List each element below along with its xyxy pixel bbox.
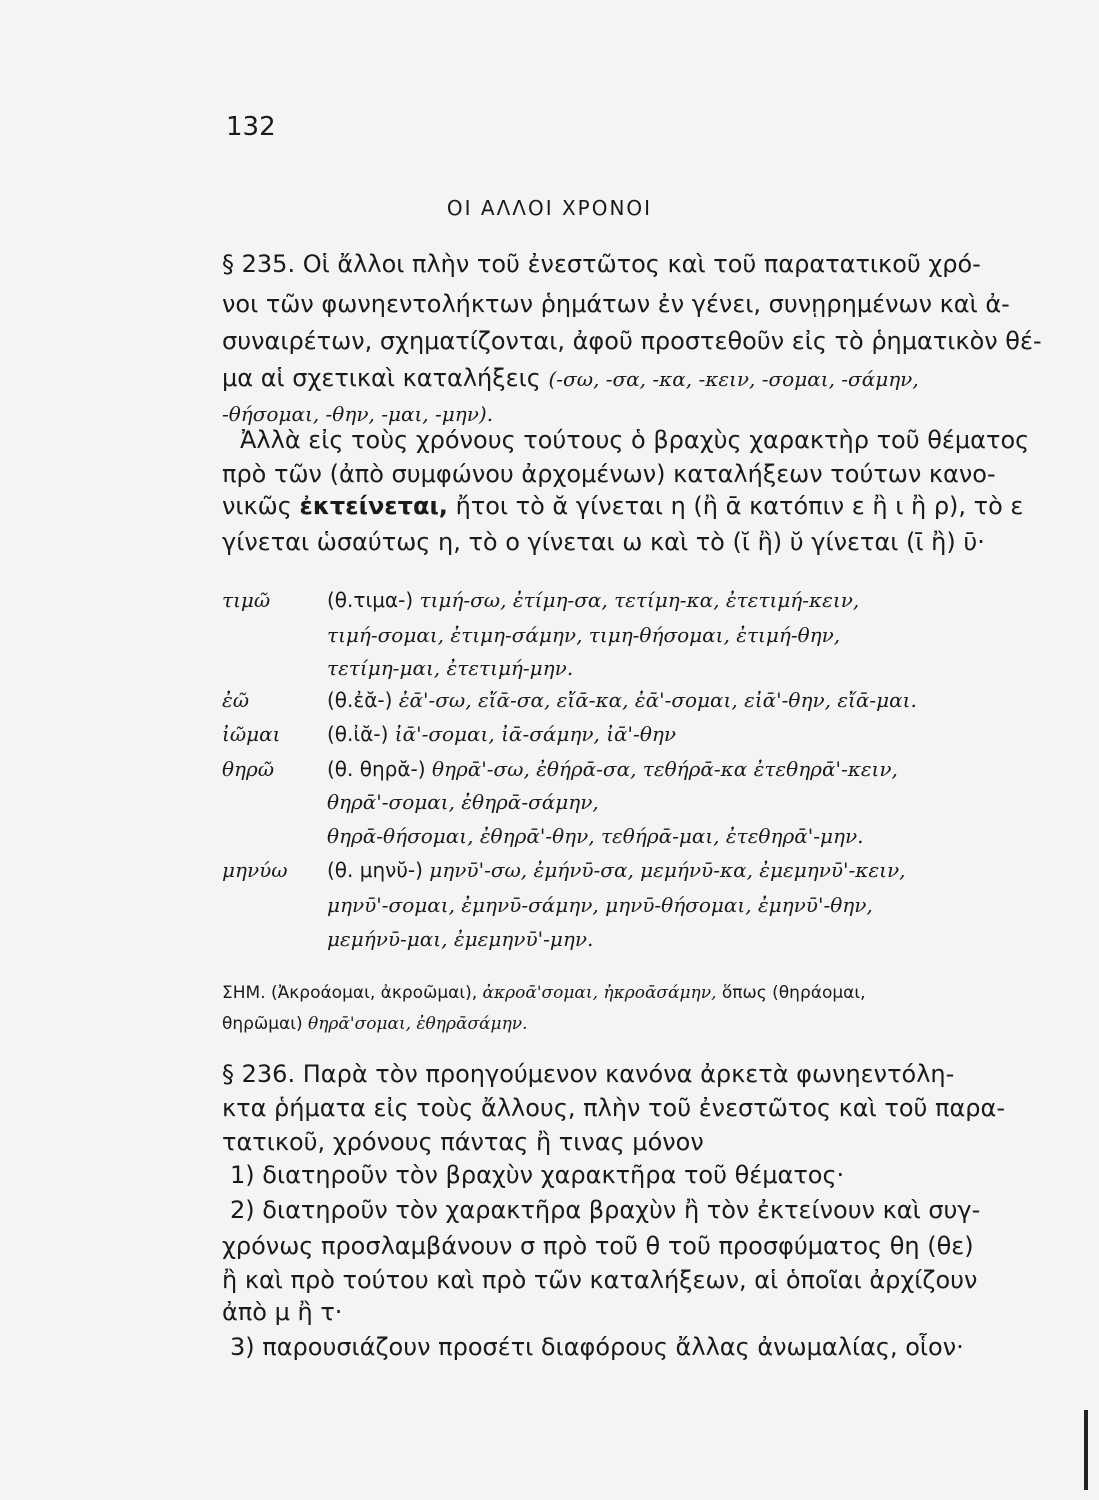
verb-forms-row: τιμή-σομαι, ἐτιμη-σάμην, τιμη-θήσομαι, ἐτιμή-θην,: [327, 623, 841, 647]
verb-forms-row: (θ.τιμα-) τιμή-σω, ἐτίμη-σα, τετίμη-κα, ἐτετιμή-κειν,: [327, 588, 860, 612]
paragraph-235-line-1: § 235. Οἱ ἄλλοι πλὴν τοῦ ἐνεστῶτος καὶ τοῦ παρατατικοῦ χρό-: [222, 250, 981, 278]
note-line-2: θηρῶμαι) θηρᾱ'σομαι, ἐθηρᾱσάμην.: [222, 1014, 528, 1034]
verb-forms-row: (θ. θηρᾰ-) θηρᾱ'-σω, ἐθήρᾱ-σα, τεθήρᾱ-κα ἐτεθηρᾱ'-κειν,: [327, 757, 898, 781]
paragraph-235-line-5: -θήσομαι, -θην, -μαι, -μην).: [222, 402, 494, 426]
verb-forms-row: (θ. μηνῠ-) μηνῡ'-σω, ἐμήνῡ-σα, μεμήνῡ-κα, ἐμεμηνῡ'-κειν,: [327, 858, 906, 882]
verb-forms-row: μεμήνῡ-μαι, ἐμεμηνῡ'-μην.: [327, 927, 594, 951]
paragraph-235-line-7: πρὸ τῶν (ἀπὸ συμφώνου ἀρχομένων) καταλήξεων τούτων κανο-: [222, 460, 996, 488]
verb-lemma: ἐῶ: [222, 688, 250, 712]
ending-list: (-σω, -σα, -κα, -κειν, -σομαι, -σάμην,: [548, 367, 919, 391]
paragraph-235-line-8: νικῶς ἐκτείνεται, ἤτοι τὸ ᾰ γίνεται η (ἢ ᾱ κατόπιν ε ἢ ι ἢ ρ), τὸ ε: [222, 492, 1024, 520]
verb-forms-row: μηνῡ'-σομαι, ἐμηνῡ-σάμην, μηνῡ-θήσομαι, ἐμηνῡ'-θην,: [327, 893, 873, 917]
paragraph-235-line-2: νοι τῶν φωνηεντολήκτων ῥημάτων ἐν γένει, συνῃρημένων καὶ ἀ-: [222, 290, 1010, 318]
paragraph-236-line-6: χρόνως προσλαμβάνουν σ πρὸ τοῦ θ τοῦ προσφύματος θη (θε): [222, 1232, 974, 1260]
paragraph-236-item-3: 3) παρουσιάζουν προσέτι διαφόρους ἄλλας ἀνωμαλίας, οἷον·: [230, 1333, 964, 1361]
paragraph-236-line-7: ἢ καὶ πρὸ τούτου καὶ πρὸ τῶν καταλήξεων, αἱ ὁποῖαι ἀρχίζουν: [222, 1266, 978, 1294]
paragraph-235-line-9: γίνεται ὡσαύτως η, τὸ ο γίνεται ω καὶ τὸ (ῐ ἢ) ῠ γίνεται (ῑ ἢ) ῡ·: [222, 528, 985, 556]
verb-forms-row: θηρᾱ'-σομαι, ἐθηρᾱ-σάμην,: [327, 790, 599, 814]
verb-lemma: μηνύω: [222, 858, 288, 882]
paragraph-236-line-1: § 236. Παρὰ τὸν προηγούμενον κανόνα ἀρκετὰ φωνηεντόλη-: [222, 1060, 955, 1088]
verb-lemma: θηρῶ: [222, 757, 275, 781]
section-number-236: § 236.: [222, 1060, 296, 1088]
paragraph-236-line-2: κτα ῥήματα εἰς τοὺς ἄλλους, πλὴν τοῦ ἐνεστῶτος καὶ τοῦ παρα-: [222, 1094, 1006, 1122]
page-edge-mark: [1084, 1410, 1088, 1490]
paragraph-235-line-3: συναιρέτων, σχηματίζονται, ἀφοῦ προστεθοῦν εἰς τὸ ῥηματικὸν θέ-: [222, 327, 1042, 355]
note-label: ΣΗΜ. (Ἀκροάομαι, ἀκροῶμαι),: [222, 983, 478, 1003]
paragraph-236-line-3: τατικοῦ, χρόνους πάντας ἢ τινας μόνον: [222, 1128, 704, 1156]
verb-forms-row: (θ.ἰᾰ-) ἰᾱ'-σομαι, ἰᾱ-σάμην, ἰᾱ'-θην: [327, 722, 676, 746]
section-number-235: § 235.: [222, 250, 296, 278]
verb-forms-row: (θ.ἐᾰ-) ἐᾱ'-σω, εἴᾱ-σα, εἴᾱ-κα, ἐᾱ'-σομαι, εἰᾱ'-θην, εἴᾱ-μαι.: [327, 688, 917, 712]
verb-lemma: ἰῶμαι: [222, 722, 281, 746]
verb-lemma: τιμῶ: [222, 588, 271, 612]
paragraph-235-line-6: Ἀλλὰ εἰς τοὺς χρόνους τούτους ὁ βραχὺς χαρακτὴρ τοῦ θέματος: [240, 426, 1030, 454]
verb-forms-row: τετίμη-μαι, ἐτετιμή-μην.: [327, 656, 574, 680]
note-line-1: ΣΗΜ. (Ἀκροάομαι, ἀκροῶμαι), ἀκροᾱ'σομαι, ἠκροᾱσάμην, ὅπως (θηράομαι,: [222, 983, 866, 1003]
emphasis-ekteinetai: ἐκτείνεται,: [299, 492, 448, 520]
verb-forms-row: θηρᾱ-θήσομαι, ἐθηρᾱ'-θην, τεθήρᾱ-μαι, ἐτεθηρᾱ'-μην.: [327, 824, 864, 848]
paragraph-236-line-8: ἀπὸ μ ἢ τ·: [222, 1298, 343, 1326]
page-number: 132: [226, 112, 276, 142]
paragraph-235-line-4: μα αἱ σχετικαὶ καταλήξεις (-σω, -σα, -κα, -κειν, -σομαι, -σάμην,: [222, 364, 919, 392]
paragraph-236-item-2: 2) διατηροῦν τὸν χαρακτῆρα βραχὺν ἢ τὸν ἐκτείνουν καὶ συγ-: [230, 1196, 981, 1224]
paragraph-236-item-1: 1) διατηροῦν τὸν βραχὺν χαρακτῆρα τοῦ θέματος·: [230, 1161, 845, 1189]
section-heading: ΟΙ ΑΛΛΟΙ ΧΡΟΝΟΙ: [446, 196, 653, 220]
